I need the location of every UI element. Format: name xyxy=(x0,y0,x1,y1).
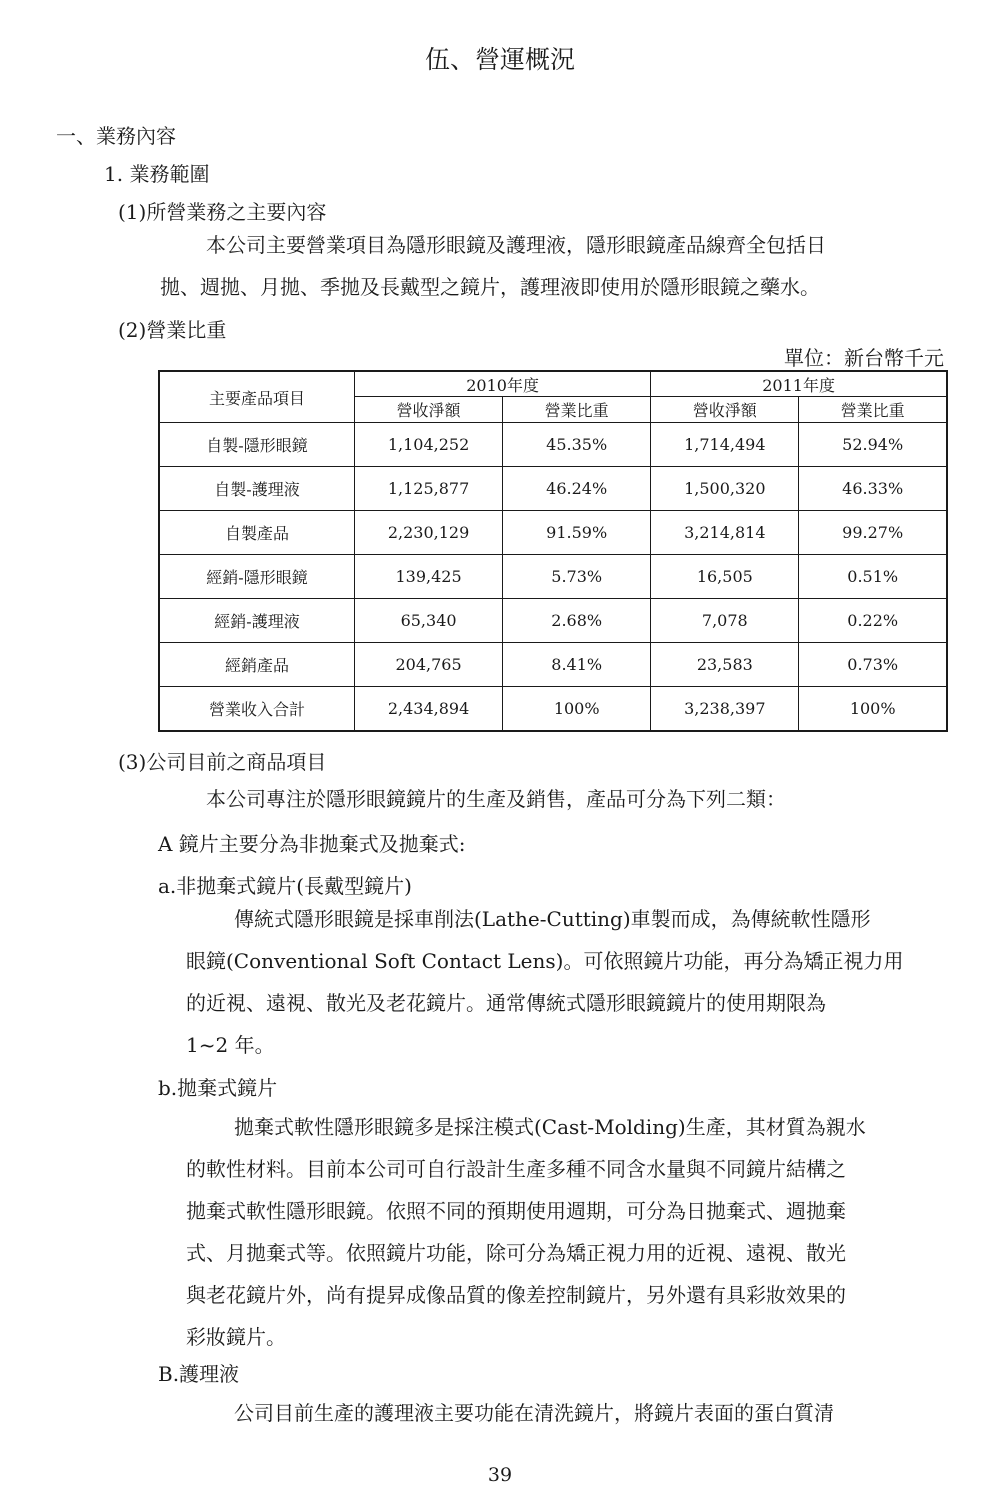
non-disposable-paragraph xyxy=(186,898,903,1066)
cell-product: 經銷-隱形眼鏡 xyxy=(159,555,355,599)
header-year-2011: 2011年度 xyxy=(651,371,947,397)
cell-value: 3,238,397 xyxy=(651,687,799,732)
cell-product: 經銷產品 xyxy=(159,643,355,687)
cell-value: 1,500,320 xyxy=(651,467,799,511)
cell-value: 46.33% xyxy=(799,467,947,511)
cell-value: 1,125,877 xyxy=(355,467,503,511)
header-year-2010: 2010年度 xyxy=(355,371,651,397)
cell-product: 自製-護理液 xyxy=(159,467,355,511)
cell-value: 100% xyxy=(799,687,947,732)
disposable-heading: b.拋棄式鏡片 xyxy=(158,1076,278,1100)
cell-value: 2,230,129 xyxy=(355,511,503,555)
text-line: 拋、週拋、月拋、季拋及長戴型之鏡片，護理液即使用於隱形眼鏡之藥水。 xyxy=(160,275,820,299)
cell-value: 8.41% xyxy=(503,643,651,687)
cell-value: 1,104,252 xyxy=(355,423,503,467)
cell-value: 99.27% xyxy=(799,511,947,555)
unit-label: 單位：新台幣千元 xyxy=(784,346,944,370)
table-row xyxy=(159,555,947,599)
revenue-share-table xyxy=(158,370,948,732)
care-solution-paragraph xyxy=(234,1392,834,1434)
non-disposable-heading: a.非拋棄式鏡片(長戴型鏡片) xyxy=(158,874,412,898)
cell-value: 0.73% xyxy=(799,643,947,687)
cell-product: 營業收入合計 xyxy=(159,687,355,732)
table-row xyxy=(159,643,947,687)
item3-intro xyxy=(206,778,786,820)
disposable-paragraph xyxy=(186,1106,866,1358)
text-line: 的軟性材料。目前本公司可自行設計生產多種不同含水量與不同鏡片結構之 xyxy=(186,1157,846,1181)
text-line: 拋棄式軟性隱形眼鏡。依照不同的預期使用週期，可分為日拋棄式、週拋棄 xyxy=(186,1199,846,1223)
cell-product: 自製產品 xyxy=(159,511,355,555)
lens-types-heading: A 鏡片主要分為非拋棄式及拋棄式: xyxy=(158,832,466,856)
header-revenue-share: 營業比重 xyxy=(799,397,947,423)
subheading-business-scope: 1. 業務範圍 xyxy=(104,162,210,186)
cell-value: 2.68% xyxy=(503,599,651,643)
cell-value: 2,434,894 xyxy=(355,687,503,732)
text-line: 1~2 年。 xyxy=(186,1033,275,1057)
cell-value: 46.24% xyxy=(503,467,651,511)
section-heading-business: 一、業務內容 xyxy=(56,124,176,148)
item2-heading: (2)營業比重 xyxy=(118,318,227,342)
text-line: 彩妝鏡片。 xyxy=(186,1325,286,1349)
table-row xyxy=(159,511,947,555)
cell-value: 3,214,814 xyxy=(651,511,799,555)
text-line: 拋棄式軟性隱形眼鏡多是採注模式(Cast-Molding)生產，其材質為親水 xyxy=(234,1115,866,1139)
cell-value: 52.94% xyxy=(799,423,947,467)
cell-value: 0.51% xyxy=(799,555,947,599)
cell-value: 16,505 xyxy=(651,555,799,599)
header-revenue-share: 營業比重 xyxy=(503,397,651,423)
page-number: 39 xyxy=(487,1464,513,1486)
table-row xyxy=(159,423,947,467)
cell-product: 經銷-護理液 xyxy=(159,599,355,643)
text-line: 本公司專注於隱形眼鏡鏡片的生產及銷售，產品可分為下列二類： xyxy=(206,787,786,811)
cell-product: 自製-隱形眼鏡 xyxy=(159,423,355,467)
page-title: 伍、營運概況 xyxy=(424,45,575,74)
text-line: 公司目前生產的護理液主要功能在清洗鏡片，將鏡片表面的蛋白質清 xyxy=(234,1401,834,1425)
table-row-total xyxy=(159,687,947,732)
cell-value: 100% xyxy=(503,687,651,732)
text-line: 的近視、遠視、散光及老花鏡片。通常傳統式隱形眼鏡鏡片的使用期限為 xyxy=(186,991,826,1015)
cell-value: 45.35% xyxy=(503,423,651,467)
cell-value: 204,765 xyxy=(355,643,503,687)
cell-value: 139,425 xyxy=(355,555,503,599)
header-product-item: 主要產品項目 xyxy=(159,371,355,423)
cell-value: 1,714,494 xyxy=(651,423,799,467)
cell-value: 23,583 xyxy=(651,643,799,687)
text-line: 式、月拋棄式等。依照鏡片功能，除可分為矯正視力用的近視、遠視、散光 xyxy=(186,1241,846,1265)
item1-paragraph xyxy=(160,224,826,308)
header-net-revenue: 營收淨額 xyxy=(651,397,799,423)
text-line: 傳統式隱形眼鏡是採車削法(Lathe-Cutting)車製而成，為傳統軟性隱形 xyxy=(234,907,871,931)
text-line: 本公司主要營業項目為隱形眼鏡及護理液，隱形眼鏡產品線齊全包括日 xyxy=(206,233,826,257)
cell-value: 0.22% xyxy=(799,599,947,643)
cell-value: 5.73% xyxy=(503,555,651,599)
cell-value: 7,078 xyxy=(651,599,799,643)
text-line: 與老花鏡片外，尚有提昇成像品質的像差控制鏡片，另外還有具彩妝效果的 xyxy=(186,1283,846,1307)
care-solution-heading: B.護理液 xyxy=(158,1362,240,1386)
table-row xyxy=(159,599,947,643)
cell-value: 91.59% xyxy=(503,511,651,555)
cell-value: 65,340 xyxy=(355,599,503,643)
item1-heading: (1)所營業務之主要內容 xyxy=(118,200,327,224)
text-line: 眼鏡(Conventional Soft Contact Lens)。可依照鏡片功能，再分為矯正視力用 xyxy=(186,949,904,973)
header-net-revenue: 營收淨額 xyxy=(355,397,503,423)
table-row xyxy=(159,467,947,511)
item3-heading: (3)公司目前之商品項目 xyxy=(118,750,327,774)
